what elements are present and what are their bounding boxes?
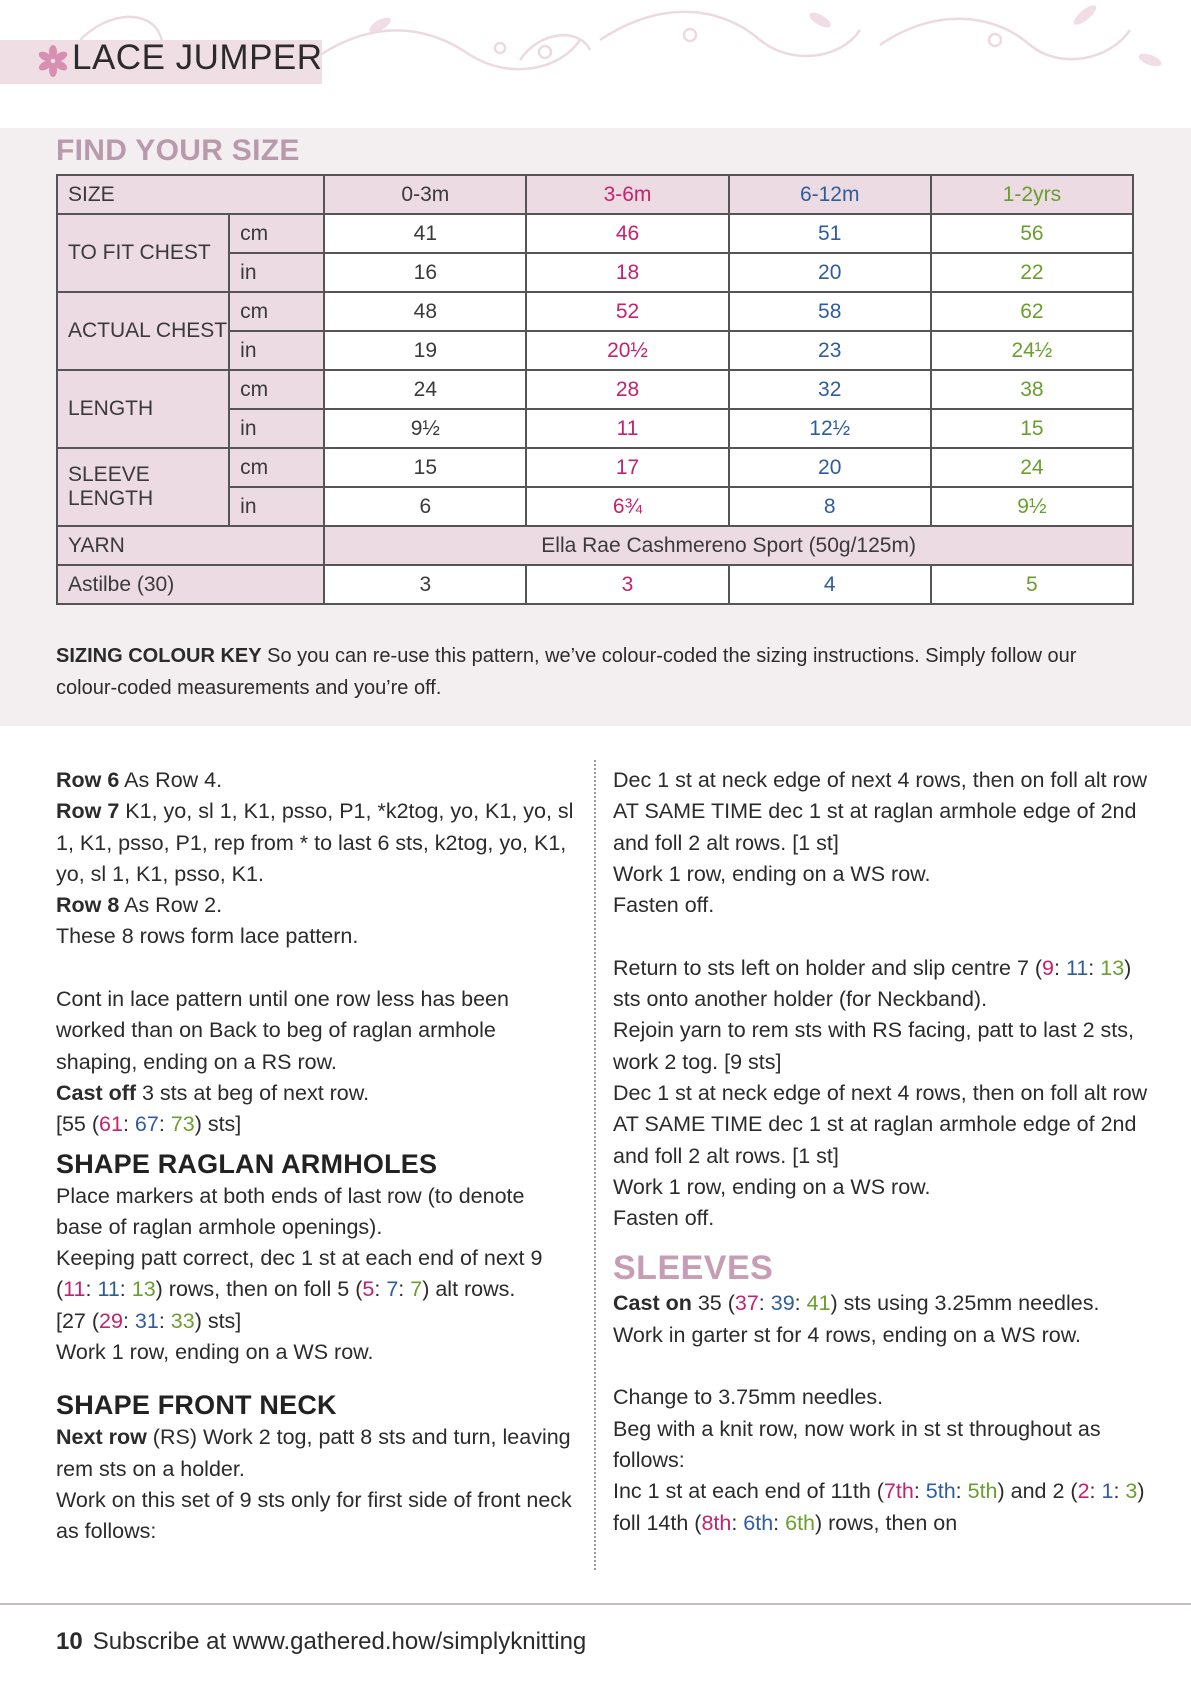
table-cell: 20½ (526, 331, 728, 370)
shade-label: Astilbe (30) (57, 565, 324, 604)
table-cell: 4 (729, 565, 931, 604)
spacer (56, 1368, 576, 1382)
table-cell: 15 (324, 448, 526, 487)
instruction-text: 3 sts at beg of next row. (136, 1080, 370, 1105)
size4-value: 13 (131, 1277, 156, 1302)
row-label: Row 7 (56, 799, 120, 824)
size-col-0-3m: 0-3m (324, 175, 526, 214)
table-cell: 20 (729, 448, 931, 487)
instruction-label: Cast off (56, 1080, 137, 1105)
size-header-cell: SIZE (57, 175, 324, 214)
spacer (56, 953, 576, 984)
size2-value: 11 (63, 1277, 86, 1302)
paragraph: Work 1 row, ending on a WS row. (56, 1340, 374, 1365)
paragraph: Work 1 row, ending on a WS row. (613, 1174, 931, 1199)
sep: : (158, 1112, 171, 1137)
unit-in: in (229, 487, 324, 526)
sleeve-label-line2: LENGTH (68, 487, 154, 510)
text: ) foll 14th ( (613, 1479, 1145, 1535)
paragraph (613, 1476, 1148, 1539)
text: ) rows, then on foll 5 ( (155, 1277, 363, 1302)
size-col-3-6m: 3-6m (526, 175, 728, 214)
unit-cm: cm (229, 370, 324, 409)
sep: : (913, 1479, 926, 1504)
size4-value: 41 (806, 1291, 831, 1316)
size3-value: 11 (97, 1277, 120, 1302)
text: ) sts using 3.25mm needles. (830, 1291, 1100, 1316)
unit-cm: cm (229, 448, 324, 487)
size4-value: 33 (170, 1308, 195, 1333)
paragraph: Fasten off. (613, 893, 715, 918)
instruction-text: (RS) Work 2 tog, patt 8 sts and turn, leaving rem sts on a holder. (56, 1425, 571, 1481)
paragraph: Dec 1 st at neck edge of next 4 rows, then on foll alt row AT SAME TIME dec 1 st at raglan armhole edge of 2nd and foll 2 alt rows. [1 st] (613, 1080, 1148, 1168)
text: ) alt rows. (422, 1277, 516, 1302)
table-cell: 22 (931, 253, 1133, 292)
sep: : (122, 1112, 135, 1137)
size3-value: 31 (134, 1308, 159, 1333)
table-row (57, 448, 1133, 487)
sep: : (398, 1277, 411, 1302)
size-heading: FIND YOUR SIZE (56, 134, 300, 167)
table-cell: 24 (324, 370, 526, 409)
size2-value: 2 (1077, 1479, 1090, 1504)
page-number: 10 (56, 1628, 83, 1655)
size3-value: 39 (770, 1291, 795, 1316)
page-title: LACE JUMPER (72, 38, 323, 77)
size-table (56, 174, 1134, 605)
size2-value: 29 (99, 1308, 123, 1333)
unit-in: in (229, 331, 324, 370)
table-cell: 16 (324, 253, 526, 292)
table-cell: 3 (526, 565, 728, 604)
row-text: As Row 2. (119, 893, 223, 918)
text: [27 ( (56, 1308, 100, 1333)
size4-value: 5th (967, 1479, 998, 1504)
table-cell: 9½ (324, 409, 526, 448)
sep: : (758, 1291, 771, 1316)
size2-value: 37 (734, 1291, 759, 1316)
size3-value: 7 (386, 1277, 399, 1302)
table-cell: 18 (526, 253, 728, 292)
table-cell: 6¾ (526, 487, 728, 526)
row-label-length: LENGTH (57, 370, 229, 448)
table-cell: 52 (526, 292, 728, 331)
sep: : (773, 1510, 786, 1535)
table-cell: 24½ (931, 331, 1133, 370)
table-cell: 24 (931, 448, 1133, 487)
sep: : (119, 1277, 132, 1302)
text: [55 ( (56, 1112, 100, 1137)
paragraph: Beg with a knit row, now work in st st throughout as follows: (613, 1416, 1101, 1472)
text: ) and 2 ( (997, 1479, 1078, 1504)
table-row (57, 214, 1133, 253)
paragraph (613, 1288, 1148, 1319)
text: Keeping patt correct, dec 1 st at each end of next 9 ( (56, 1246, 543, 1302)
spacer (613, 1351, 1148, 1382)
table-cell: 19 (324, 331, 526, 370)
sep: : (374, 1277, 387, 1302)
paragraph: Work on this set of 9 sts only for first side of front neck as follows: (56, 1487, 572, 1544)
size3-value: 5th (925, 1479, 956, 1504)
section-heading-raglan: SHAPE RAGLAN ARMHOLES (56, 1148, 438, 1179)
table-row (57, 565, 1133, 604)
sizing-colour-key (56, 640, 1136, 704)
sep: : (955, 1479, 968, 1504)
sep: : (85, 1277, 98, 1302)
table-cell: 15 (931, 409, 1133, 448)
table-cell: 41 (324, 214, 526, 253)
sep: : (731, 1510, 744, 1535)
paragraph: Rejoin yarn to rem sts with RS facing, patt to last 2 sts, work 2 tog. [9 sts] (613, 1018, 1134, 1074)
paragraph: Change to 3.75mm needles. (613, 1385, 884, 1410)
unit-cm: cm (229, 214, 324, 253)
size2-value: 8th (701, 1510, 732, 1535)
sep: : (1054, 955, 1066, 980)
table-cell: 58 (729, 292, 931, 331)
table-cell: 46 (526, 214, 728, 253)
paragraph: Dec 1 st at neck edge of next 4 rows, then on foll alt row AT SAME TIME dec 1 st at raglan armhole edge of 2nd and foll 2 alt rows. [1 st] (613, 768, 1148, 855)
unit-in: in (229, 253, 324, 292)
instruction-label: Next row (56, 1425, 147, 1450)
table-cell: 48 (324, 292, 526, 331)
flower-star-icon (38, 44, 68, 78)
yarn-value: Ella Rae Cashmereno Sport (50g/125m) (324, 526, 1133, 565)
size2-value: 7th (883, 1479, 914, 1504)
table-cell: 51 (729, 214, 931, 253)
sep: : (1113, 1479, 1126, 1504)
paragraph (56, 796, 576, 890)
row-label-actual-chest: ACTUAL CHEST (57, 292, 229, 370)
section-heading-sleeves: SLEEVES (613, 1249, 774, 1288)
text: 35 ( (691, 1291, 735, 1316)
table-cell: 32 (729, 370, 931, 409)
sep: : (158, 1308, 171, 1333)
stitch-count (56, 1109, 576, 1140)
row-text: As Row 4. (119, 768, 223, 792)
paragraph (56, 1243, 576, 1306)
row-label: Row 6 (56, 768, 120, 792)
footer-divider (0, 1603, 1191, 1605)
row-label-sleeve-length (57, 448, 229, 526)
size3-value: 6th (743, 1510, 774, 1535)
paragraph (56, 890, 576, 921)
spacer (613, 921, 1148, 952)
paragraph (56, 1078, 576, 1109)
size-col-6-12m: 6-12m (729, 175, 931, 214)
paragraph (56, 765, 576, 796)
text: Inc 1 st at each end of 11th ( (613, 1479, 884, 1504)
size3-value: 11 (1065, 955, 1089, 980)
table-cell: 6 (324, 487, 526, 526)
size-col-1-2yrs: 1-2yrs (931, 175, 1133, 214)
sep: : (122, 1308, 135, 1333)
text: ) sts] (194, 1308, 242, 1333)
unit-cm: cm (229, 292, 324, 331)
page-header (0, 0, 1191, 118)
paragraph (56, 1422, 576, 1485)
table-cell: 20 (729, 253, 931, 292)
paragraph: These 8 rows form lace pattern. (56, 924, 359, 949)
table-cell: 9½ (931, 487, 1133, 526)
key-label: SIZING COLOUR KEY (56, 645, 262, 667)
size4-value: 7 (410, 1277, 423, 1302)
table-cell: 28 (526, 370, 728, 409)
stitch-count (56, 1306, 576, 1337)
key-text: So you can re-use this pattern, we’ve colour-coded the sizing instructions. Simply follow our colour-coded measurements and you’re off. (56, 645, 1077, 699)
sleeve-label-line1: SLEEVE (68, 463, 150, 486)
paragraph: Work 1 row, ending on a WS row. (613, 861, 931, 886)
yarn-label: YARN (57, 526, 324, 565)
text: Return to sts left on holder and slip centre 7 ( (613, 955, 1043, 980)
spacer (613, 1234, 1148, 1242)
size2-value: 5 (362, 1277, 375, 1302)
table-cell: 11 (526, 409, 728, 448)
right-column (613, 765, 1148, 1539)
row-label-to-fit-chest: TO FIT CHEST (57, 214, 229, 292)
paragraph: Fasten off. (613, 1206, 715, 1231)
left-column (56, 765, 576, 1548)
size4-value: 73 (170, 1112, 195, 1137)
column-divider (594, 760, 596, 1570)
text: ) sts] (194, 1112, 242, 1137)
size4-value: 13 (1100, 955, 1125, 980)
paragraph: Cont in lace pattern until one row less has been worked than on Back to beg of raglan armhole shaping, ending on a RS row. (56, 987, 509, 1074)
unit-in: in (229, 409, 324, 448)
paragraph: Work in garter st for 4 rows, ending on a WS row. (613, 1322, 1082, 1347)
row-label: Row 8 (56, 893, 120, 918)
size4-value: 3 (1125, 1479, 1138, 1504)
paragraph: Place markers at both ends of last row (to denote base of raglan armhole openings). (56, 1183, 525, 1239)
page-footer (56, 1628, 586, 1656)
subscribe-link[interactable]: Subscribe at www.gathered.how/simplyknitting (92, 1628, 587, 1655)
sep: : (1089, 1479, 1102, 1504)
section-heading-front-neck: SHAPE FRONT NECK (56, 1390, 337, 1421)
table-cell: 56 (931, 214, 1133, 253)
paragraph (613, 953, 1148, 1016)
table-cell: 17 (526, 448, 728, 487)
table-row (57, 370, 1133, 409)
text: ) sts onto another holder (for Neckband). (613, 955, 1132, 1012)
table-cell: 23 (729, 331, 931, 370)
size4-value: 6th (785, 1510, 816, 1535)
table-row (57, 175, 1133, 214)
table-cell: 3 (324, 565, 526, 604)
sep: : (794, 1291, 807, 1316)
table-cell: 5 (931, 565, 1133, 604)
text: ) rows, then on (815, 1510, 958, 1535)
size2-value: 9 (1042, 955, 1055, 980)
table-row (57, 526, 1133, 565)
table-row (57, 292, 1133, 331)
size3-value: 1 (1101, 1479, 1114, 1504)
table-cell: 8 (729, 487, 931, 526)
table-cell: 62 (931, 292, 1133, 331)
row-text: K1, yo, sl 1, K1, psso, P1, *k2tog, yo, K1, yo, sl 1, K1, psso, P1, rep from * to last 6 sts, k2tog, yo, K1, yo, sl 1, K1, psso, K1. (56, 799, 574, 886)
table-cell: 12½ (729, 409, 931, 448)
size2-value: 61 (99, 1112, 123, 1137)
sep: : (1088, 955, 1101, 980)
size3-value: 67 (134, 1112, 159, 1137)
table-cell: 38 (931, 370, 1133, 409)
instruction-label: Cast on (613, 1291, 692, 1316)
